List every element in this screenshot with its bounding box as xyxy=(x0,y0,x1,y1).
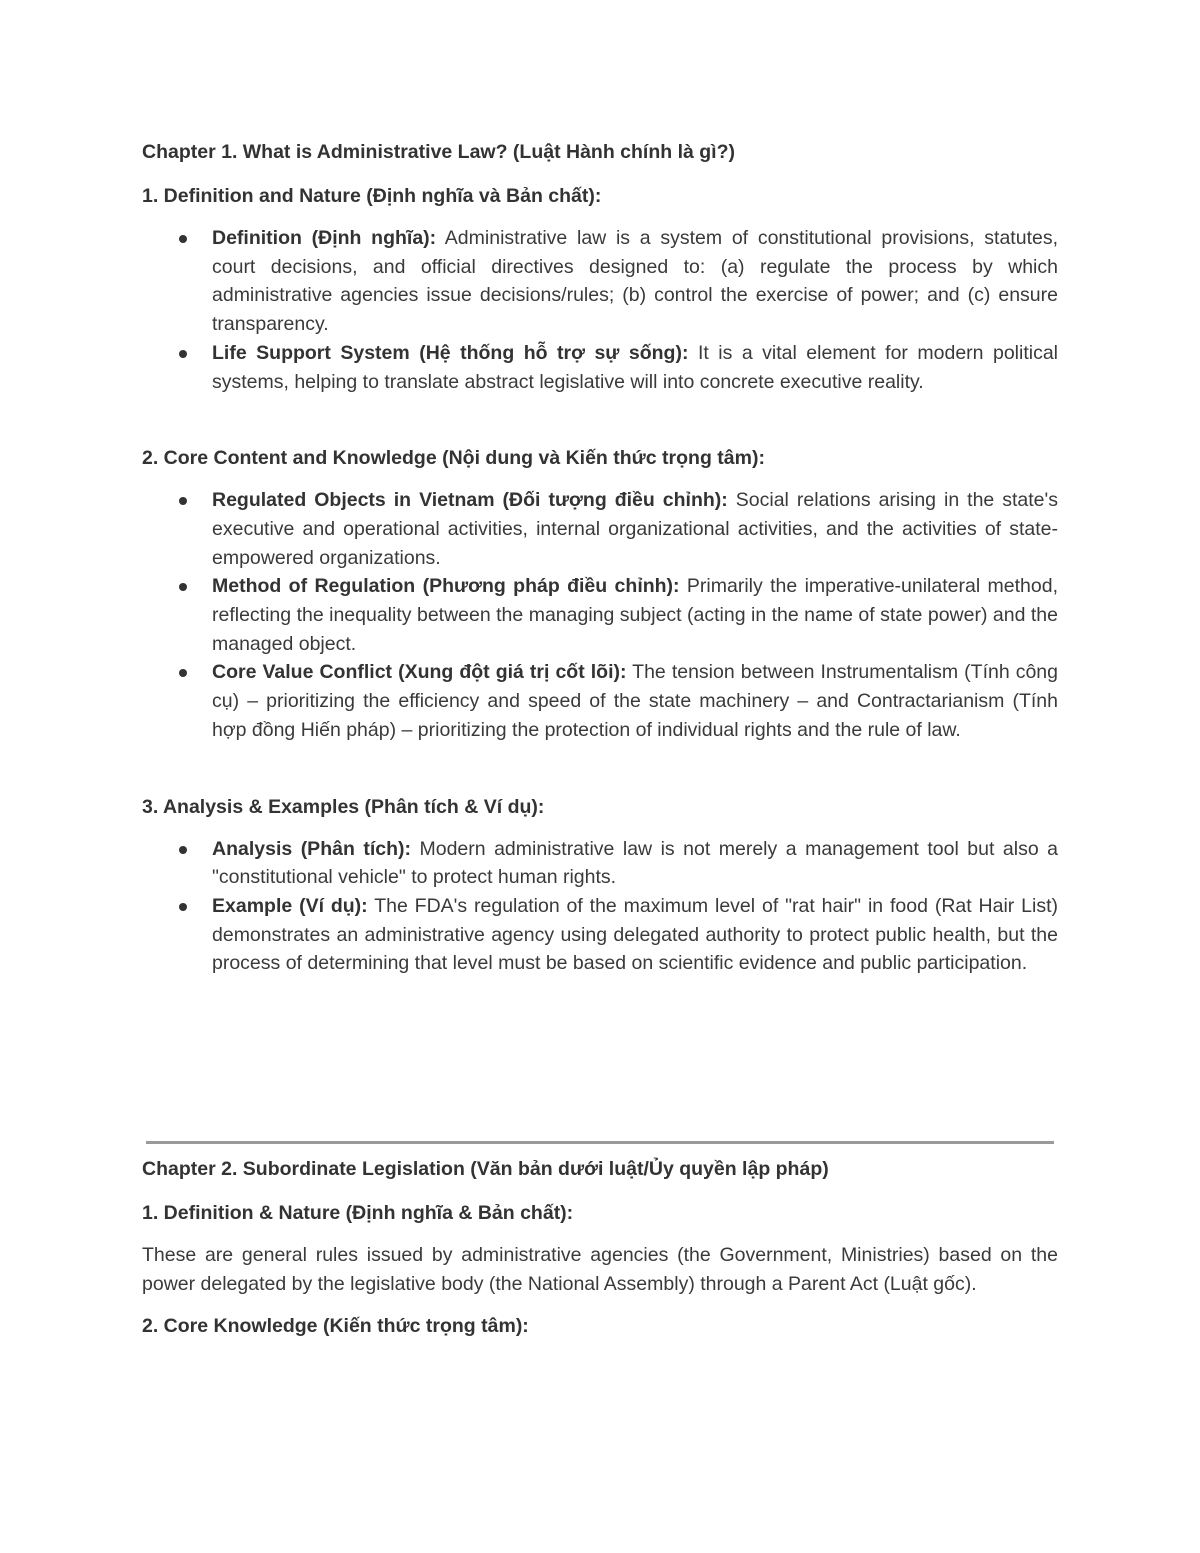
chapter-2-section-1-heading: 1. Definition & Nature (Định nghĩa & Bản chất): xyxy=(142,1202,574,1224)
chapter-2-title: Chapter 2. Subordinate Legislation (Văn bản dưới luật/Ủy quyền lập pháp) xyxy=(142,1158,829,1180)
list-item xyxy=(212,658,1058,744)
bullet-term: Method of Regulation (Phương pháp điều chỉnh): xyxy=(212,575,680,598)
section-1-list xyxy=(142,224,1058,396)
section-1-heading: 1. Definition and Nature (Định nghĩa và Bản chất): xyxy=(142,185,602,207)
section-2-list xyxy=(142,486,1058,744)
list-item xyxy=(212,572,1058,658)
list-item xyxy=(212,224,1058,339)
bullet-text: Modern administrative law is not merely a management tool but also a "constitutional vehicle" to protect human rights. xyxy=(212,837,1058,889)
section-3-list xyxy=(142,835,1058,979)
horizontal-divider xyxy=(146,1141,1054,1144)
bullet-text: Social relations arising in the state's executive and operational activities, internal organizational activities, and the activities of state-empowered organizations. xyxy=(212,489,1058,569)
list-item xyxy=(212,835,1058,892)
list-item xyxy=(212,339,1058,396)
bullet-text: Administrative law is a system of constitutional provisions, statutes, court decisions, and official directives designed to: (a) regulate the process by which administrative agencies issue decisions/rules; (b) control the exercise of power; and (c) ensure transparency. xyxy=(212,227,1058,336)
bullet-term: Definition (Định nghĩa): xyxy=(212,227,437,249)
bullet-term: Core Value Conflict (Xung đột giá trị cốt lõi): xyxy=(212,661,627,684)
bullet-term: Life Support System (Hệ thống hỗ trợ sự sống): xyxy=(212,341,689,364)
bullet-text: The FDA's regulation of the maximum level of "rat hair" in food (Rat Hair List) demonstrates an administrative agency using delegated authority to protect public health, but the process of determining that level must be based on scientific evidence and public participation. xyxy=(212,894,1058,975)
list-item xyxy=(212,892,1058,978)
bullet-term: Analysis (Phân tích): xyxy=(212,837,411,860)
bullet-term: Example (Ví dụ): xyxy=(212,894,368,917)
bullet-text: It is a vital element for modern political systems, helping to translate abstract legislative will into concrete executive reality. xyxy=(212,341,1059,393)
chapter-2-section-2-heading: 2. Core Knowledge (Kiến thức trọng tâm): xyxy=(142,1315,529,1338)
chapter-2-section-1-text: These are general rules issued by administrative agencies (the Government, Ministries) based on the power delegated by the legislative body (the National Assembly) through a Parent Act (Luật gốc). xyxy=(142,1244,1058,1295)
list-item xyxy=(212,486,1058,572)
section-2-heading: 2. Core Content and Knowledge (Nội dung và Kiến thức trọng tâm): xyxy=(142,447,765,470)
bullet-term: Regulated Objects in Vietnam (Đối tượng điều chỉnh): xyxy=(212,489,728,512)
bullet-text: Primarily the imperative-unilateral method, reflecting the inequality between the managing subject (acting in the name of state power) and the managed object. xyxy=(212,575,1058,655)
chapter-2 xyxy=(142,1155,1058,1354)
chapter-1 xyxy=(142,138,1058,978)
chapter-1-title: Chapter 1. What is Administrative Law? (Luật Hành chính là gì?) xyxy=(142,141,735,163)
section-3-heading: 3. Analysis & Examples (Phân tích & Ví dụ): xyxy=(142,795,545,818)
bullet-text: The tension between Instrumentalism (Tính công cụ) – prioritizing the efficiency and speed of the state machinery – and Contractarianism (Tính hợp đồng Hiến pháp) – prioritizing the protection of individual rights and the rule of law. xyxy=(212,661,1059,741)
